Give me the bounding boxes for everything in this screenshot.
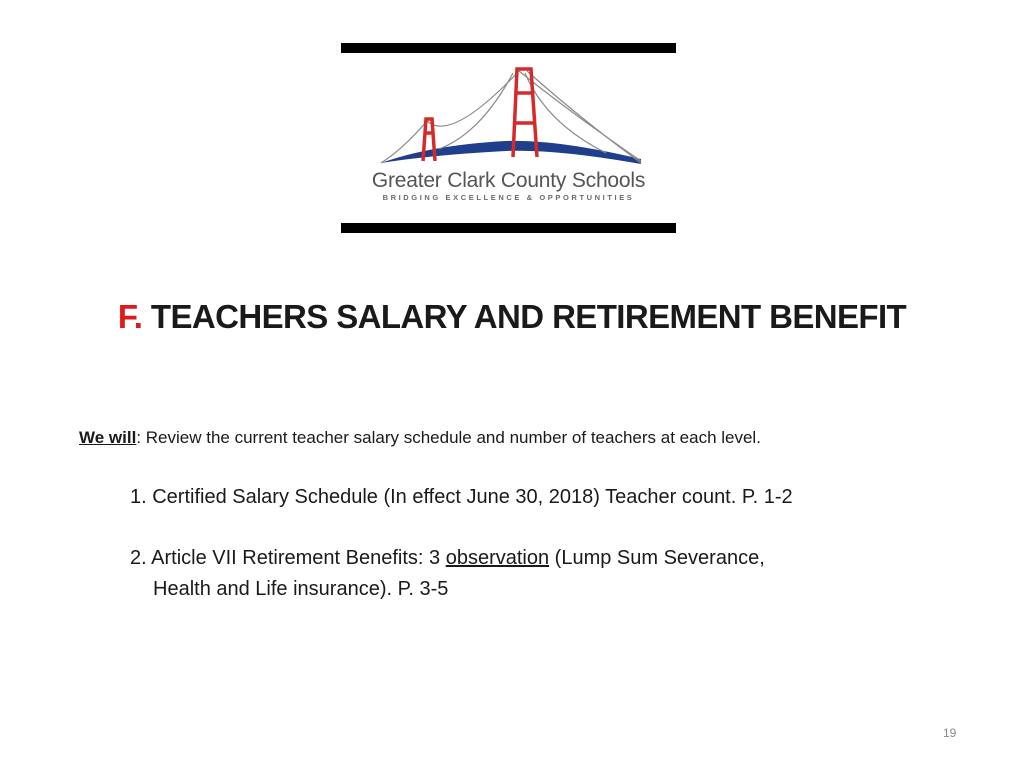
intro-lead: We will [79,428,137,447]
logo-bottom-border [341,223,676,233]
intro-line [79,428,761,448]
intro-text: : Review the current teacher salary schedule and number of teachers at each level. [136,428,761,447]
list-item-2 [130,543,765,605]
slide-title [0,298,1024,336]
list-item-2-continuation: Health and Life insurance). P. 3-5 [153,578,449,600]
list-item-2-prefix: 2. Article VII Retirement Benefits: 3 [130,547,446,569]
list-item-1-text: 1. Certified Salary Schedule (In effect June 30, 2018) Teacher count. P. 1-2 [130,486,793,508]
underlined-word: observation [445,547,550,569]
school-logo [341,43,676,233]
section-letter: F. [117,298,143,335]
logo-top-border [341,43,676,53]
logo-name: Greater Clark County Schools [371,169,646,192]
list-item-1 [130,482,793,513]
title-text: TEACHERS SALARY AND RETIREMENT BENEFIT [150,298,907,335]
logo-tagline: BRIDGING EXCELLENCE & OPPORTUNITIES [382,193,635,202]
page-number: 19 [943,726,957,740]
list-item-2-suffix: (Lump Sum Severance, [549,547,765,569]
